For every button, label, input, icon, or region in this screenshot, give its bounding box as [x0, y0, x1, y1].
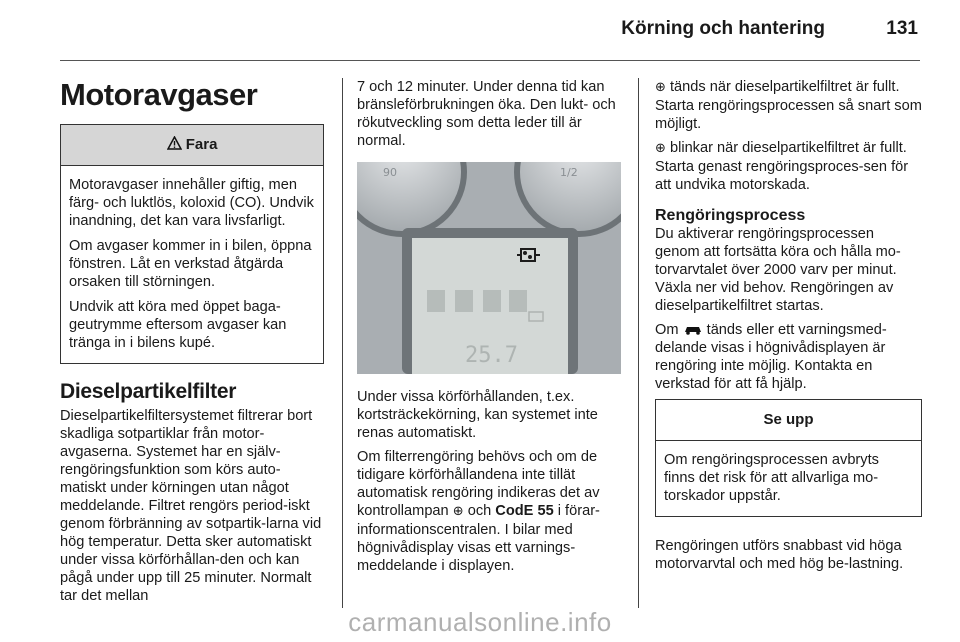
warning-triangle-icon [167, 136, 186, 153]
diesel-particle-filter-icon: ⊕ [452, 504, 464, 519]
caution-box [655, 399, 922, 517]
car-wrench-icon [683, 322, 703, 338]
instrument-cluster-photo [357, 162, 621, 374]
service-lamp-text: Om tänds eller ett varningsmed-delande visas i högnivådisplayen är rengöring inte möjlig. Kontakta en verkstad för att få hjälp. [655, 322, 887, 392]
watermark: carmanualsonline.info [348, 607, 612, 637]
gauge-label-right: 1/2 [560, 166, 578, 179]
display-readout: 25.7 [465, 343, 518, 368]
caution-box-header: Se upp [656, 400, 921, 441]
cleaning-process-text: Du aktiverar rengöringsprocessen genom att fortsätta köra och hålla mo-torvarvtalet över 2000 varv per minut. Växla ner vid behov. Rengöringen av dieselpartikelfiltret startas. [655, 226, 901, 314]
diesel-particle-filter-icon: ⊕ [655, 141, 666, 156]
danger-paragraph: Undvik att köra med öppet baga-geutrymme eftersom avgaser kan tränga in i bilens kupé. [69, 299, 287, 351]
heading-rengoringsprocess: Rengöringsprocess [655, 207, 806, 224]
section-title: Körning och hantering [621, 18, 825, 39]
final-text: Rengöringen utförs snabbast vid höga motorvarvtal och med hög be-lastning. [655, 538, 904, 572]
dpf-description: Dieselpartikelfiltersystemet filtrerar bort skadliga sotpartiklar från motor-avgaserna. Systemet har en själv-rengöringsfunktion som körs auto-matiskt under körningen utan något meddelande. Filtret rengörs period-iskt genom förbränning av sotpartik-larna vid hög temperatur. Detta sker automatiskt under vissa körförhållan-den och kan pågå under upp till 25 minuter. Normalt tar det mellan [60, 408, 322, 604]
header-rule [60, 60, 920, 61]
column-2 [357, 78, 623, 581]
code-value: CodE 55 [495, 503, 554, 519]
diesel-particle-filter-icon: ⊕ [655, 80, 666, 95]
page-number: 131 [886, 18, 918, 39]
heading-motoravgaser: Motoravgaser [60, 77, 258, 112]
lamp-on-text: ⊕ tänds när dieselpartikelfiltret är fullt. Starta rengöringsprocessen så snart som möjligt. [655, 79, 922, 132]
danger-box-title: Fara [185, 136, 218, 153]
danger-box-header [61, 125, 323, 166]
danger-box [60, 124, 324, 364]
column-3 [655, 78, 922, 579]
gauge-label-left: 90 [383, 166, 397, 179]
column-divider-2 [638, 78, 639, 608]
short-trip-text: Under vissa körförhållanden, t.ex. kortsträckekörning, kan systemet inte renas automatiskt. [357, 389, 598, 441]
heading-dieselpartikelfilter: Dieselpartikelfilter [60, 380, 237, 403]
indicator-text: Om filterrengöring behövs och om de tidigare körförhållandena inte tillät automatisk rengöring indikeras det av kontrollampan ⊕ och CodE 55 i förar-informationscentralen. I bilar med högnivådisplay visas ett varnings-meddelande i displayen. [357, 449, 600, 574]
danger-paragraph: Motoravgaser innehåller giftig, men färg- och luktlös, koloxid (CO). Undvik inandning, det kan vara livsfarligt. [69, 177, 314, 229]
dpf-duration-text: 7 och 12 minuter. Under denna tid kan bränsleförbrukningen öka. Den lukt- och rökutveckling som detta leder till är normal. [357, 79, 616, 149]
danger-box-body [61, 166, 323, 363]
caution-box-body [656, 441, 921, 516]
column-1 [60, 78, 324, 611]
lamp-blink-text: ⊕ blinkar när dieselpartikelfiltret är fullt. Starta genast rengöringsproces-sen för att undvika motorskada. [655, 140, 909, 193]
caution-text: Om rengöringsprocessen avbryts finns det risk för att allvarliga mo-torskador uppstår. [664, 452, 879, 504]
column-divider-1 [342, 78, 343, 608]
danger-paragraph: Om avgaser kommer in i bilen, öppna fönstren. Låt en verkstad åtgärda orsaken till störningen. [69, 238, 312, 290]
